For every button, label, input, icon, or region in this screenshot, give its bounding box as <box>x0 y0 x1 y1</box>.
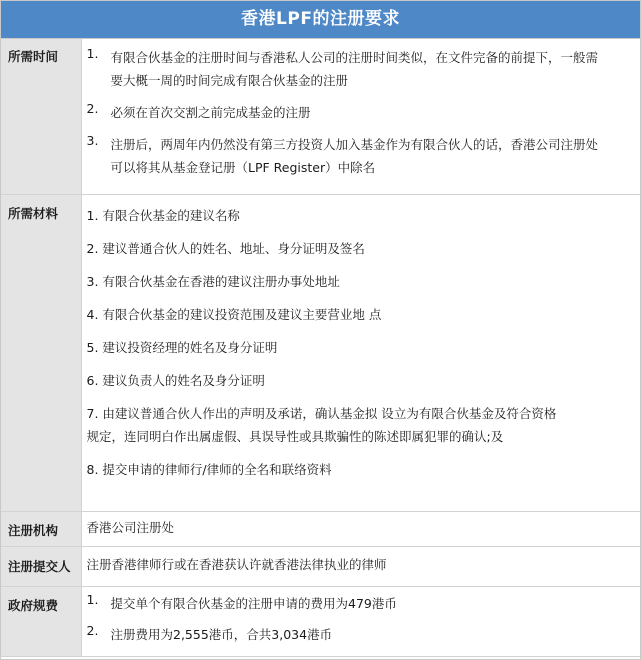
row-label: 政府规费 <box>1 586 81 656</box>
row-content <box>81 194 640 511</box>
list-item: 5. 建议投资经理的姓名及身分证明 <box>86 339 278 355</box>
list-item: 8. 提交申请的律师行/律师的全名和联络资料 <box>86 461 332 477</box>
row-label: 所需时间 <box>1 39 81 194</box>
item-line: 规定，连同明白作出属虚假、具误导性或具欺骗性的陈述即属犯罪的确认;及 <box>86 428 504 444</box>
row-content: 注册香港律师行或在香港获认许就香港法律执业的律师 <box>81 546 640 586</box>
row-content <box>81 586 640 656</box>
row-submitter <box>1 546 640 586</box>
item-number: 2. <box>86 622 99 638</box>
item-text: 注册费用为2,555港币，合共3,034港币 <box>110 626 333 642</box>
list-item <box>87 592 635 615</box>
item-number: 2. <box>86 101 99 116</box>
item-line: 7. 由建议普通合伙人作出的声明及承诺，确认基金拟 设立为有限合伙基金及符合资格 <box>86 405 557 421</box>
list-item: 2. 建议普通合伙人的姓名、地址、身分证明及签名 <box>86 240 365 256</box>
row-content: 香港公司注册处 <box>81 511 640 546</box>
item-text: 提交单个有限合伙基金的注册申请的费用为479港币 <box>110 595 397 611</box>
row-label: 注册机构 <box>1 511 81 546</box>
table-title: 香港LPF的注册要求 <box>1 1 640 39</box>
row-materials <box>1 194 640 511</box>
row-fees <box>1 586 640 656</box>
item-line: 必须在首次交割之前完成基金的注册 <box>110 105 311 120</box>
row-label: 注册提交人 <box>1 546 81 586</box>
list-item <box>87 46 635 92</box>
list-item: 4. 有限合伙基金的建议投资范围及建议主要营业地 点 <box>86 306 382 322</box>
list-item: 3. 有限合伙基金在香港的建议注册办事处地址 <box>86 273 340 289</box>
item-number: 1. <box>86 591 99 607</box>
list-item <box>87 133 635 179</box>
item-text <box>111 46 635 92</box>
item-line: 注册后，两周年内仍然没有第三方投资人加入基金作为有限合伙人的话，香港公司注册处 <box>110 137 599 152</box>
item-number: 1. <box>86 46 99 61</box>
row-registry <box>1 511 640 546</box>
requirements-table <box>1 39 640 657</box>
list-item <box>87 623 635 646</box>
list-item <box>87 101 635 124</box>
row-content <box>81 39 640 194</box>
item-number: 3. <box>86 133 99 148</box>
item-line: 有限合伙基金的注册时间与香港私人公司的注册时间类似，在文件完备的前提下，一般需 <box>110 50 599 65</box>
list-item <box>87 402 635 448</box>
row-label: 所需材料 <box>1 194 81 511</box>
row-time <box>1 39 640 194</box>
list-item: 6. 建议负责人的姓名及身分证明 <box>86 372 265 388</box>
item-text <box>111 133 635 179</box>
item-line: 要大概一周的时间完成有限合伙基金的注册 <box>110 73 349 88</box>
list-item: 1. 有限合伙基金的建议名称 <box>86 207 240 223</box>
item-line: 可以将其从基金登记册（LPF Register）中除名 <box>110 160 376 175</box>
item-text <box>111 101 635 124</box>
